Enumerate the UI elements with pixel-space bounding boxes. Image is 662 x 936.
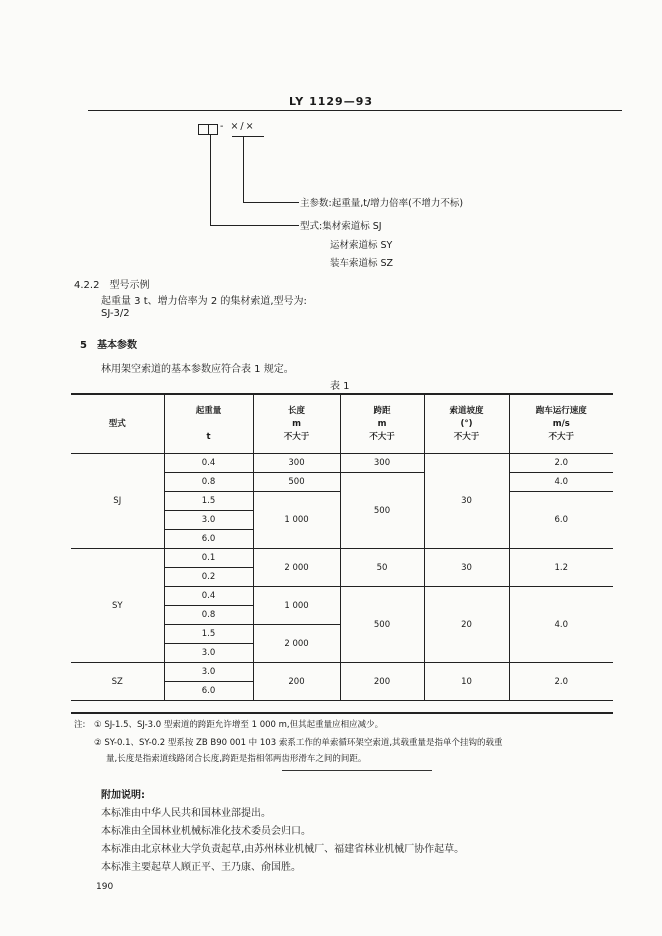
- type-cell: SZ: [71, 663, 164, 701]
- load-cell: 0.8: [164, 473, 253, 492]
- model-suffix: - ×/×: [220, 121, 256, 132]
- span-cell: 500: [340, 587, 424, 663]
- length-cell: 1 000: [253, 492, 340, 549]
- document-code: LY 1129—93: [288, 95, 373, 108]
- appendix-line: 本标准由全国林业机械标准化技术委员会归口。: [101, 826, 311, 837]
- appendix-line: 本标准主要起草人顾正平、王乃康、俞国胜。: [101, 862, 301, 873]
- span-cell: 500: [340, 473, 424, 549]
- header-speed: 跑车运行速度 m/s 不大于: [509, 395, 613, 454]
- span-cell: 300: [340, 454, 424, 473]
- length-cell: 2 000: [253, 549, 340, 587]
- separator-rule: [282, 770, 432, 771]
- note-2-line-2: 量,长度是指索道线路闭合长度,跨距是指相邻两齿形滑车之间的间距。: [106, 754, 367, 764]
- type-cell: SJ: [71, 454, 164, 549]
- table-row: [71, 663, 613, 682]
- load-cell: 0.1: [164, 549, 253, 568]
- section-5-heading: 5 基本参数: [80, 340, 137, 351]
- slope-cell: 10: [424, 663, 509, 701]
- slope-cell: 30: [424, 549, 509, 587]
- speed-cell: 4.0: [509, 473, 613, 492]
- section-4-2-2-heading: 4.2.2 型号示例: [74, 280, 150, 291]
- table-row: [71, 454, 613, 473]
- slope-cell: 20: [424, 587, 509, 663]
- header-rule: [88, 110, 622, 111]
- load-cell: 0.8: [164, 606, 253, 625]
- param-underline: [232, 136, 264, 137]
- speed-cell: 2.0: [509, 454, 613, 473]
- type-label-sy: 运材索道标 SY: [330, 240, 393, 251]
- load-cell: 0.4: [164, 454, 253, 473]
- length-cell: 2 000: [253, 625, 340, 663]
- param-leader-horizontal: [243, 202, 299, 203]
- length-cell: 500: [253, 473, 340, 492]
- table-header-row: [71, 395, 613, 454]
- load-cell: 6.0: [164, 682, 253, 701]
- load-cell: 3.0: [164, 663, 253, 682]
- note-2-line-1: ② SY-0.1、SY-0.2 型系按 ZB B90 001 中 103 索系工作的单索循环架空索道,其载重量是指单个挂钩的载重: [94, 738, 503, 748]
- load-cell: 0.2: [164, 568, 253, 587]
- length-cell: 300: [253, 454, 340, 473]
- parameter-table: [71, 394, 613, 701]
- param-label: 主参数:起重量,t/增力倍率(不增力不标): [300, 198, 464, 209]
- load-cell: 0.4: [164, 587, 253, 606]
- speed-cell: 6.0: [509, 492, 613, 549]
- notes-prefix: 注:: [74, 720, 86, 730]
- length-cell: 1 000: [253, 587, 340, 625]
- header-load: 起重量 t: [164, 395, 253, 454]
- header-length: 长度 m 不大于: [253, 395, 340, 454]
- table-bottom-rule: [71, 712, 613, 714]
- table-caption: 表 1: [330, 381, 350, 392]
- appendix-line: 本标准由北京林业大学负责起草,由苏州林业机械厂、福建省林业机械厂协作起草。: [101, 844, 465, 855]
- span-cell: 50: [340, 549, 424, 587]
- slope-cell: 30: [424, 454, 509, 549]
- note-1: ① SJ-1.5、SJ-3.0 型索道的跨距允许增至 1 000 m,但其起重量应相应减少。: [94, 720, 384, 730]
- type-leader-vertical: [210, 134, 211, 225]
- load-cell: 6.0: [164, 530, 253, 549]
- speed-cell: 4.0: [509, 587, 613, 663]
- page-number: 190: [96, 882, 114, 892]
- type-label-sz: 装车索道标 SZ: [330, 258, 394, 269]
- model-example-code: SJ-3/2: [101, 308, 130, 319]
- section-5-text: 林用架空索道的基本参数应符合表 1 规定。: [101, 364, 294, 375]
- appendix-line: 本标准由中华人民共和国林业部提出。: [101, 808, 271, 819]
- load-cell: 3.0: [164, 511, 253, 530]
- type-cell: SY: [71, 549, 164, 663]
- model-box-right: [207, 124, 218, 135]
- appendix-title: 附加说明:: [101, 790, 145, 801]
- speed-cell: 1.2: [509, 549, 613, 587]
- param-leader-vertical: [243, 137, 244, 202]
- load-cell: 1.5: [164, 625, 253, 644]
- header-span: 跨距 m 不大于: [340, 395, 424, 454]
- header-slope: 索道坡度 (°) 不大于: [424, 395, 509, 454]
- span-cell: 200: [340, 663, 424, 701]
- length-cell: 200: [253, 663, 340, 701]
- load-cell: 3.0: [164, 644, 253, 663]
- load-cell: 1.5: [164, 492, 253, 511]
- speed-cell: 2.0: [509, 663, 613, 701]
- type-leader-horizontal: [210, 225, 299, 226]
- type-label-sj: 型式:集材索道标 SJ: [300, 221, 382, 232]
- section-4-2-2-text: 起重量 3 t、增力倍率为 2 的集材索道,型号为:: [101, 296, 307, 307]
- header-type: 型式: [71, 395, 164, 454]
- table-row: [71, 549, 613, 568]
